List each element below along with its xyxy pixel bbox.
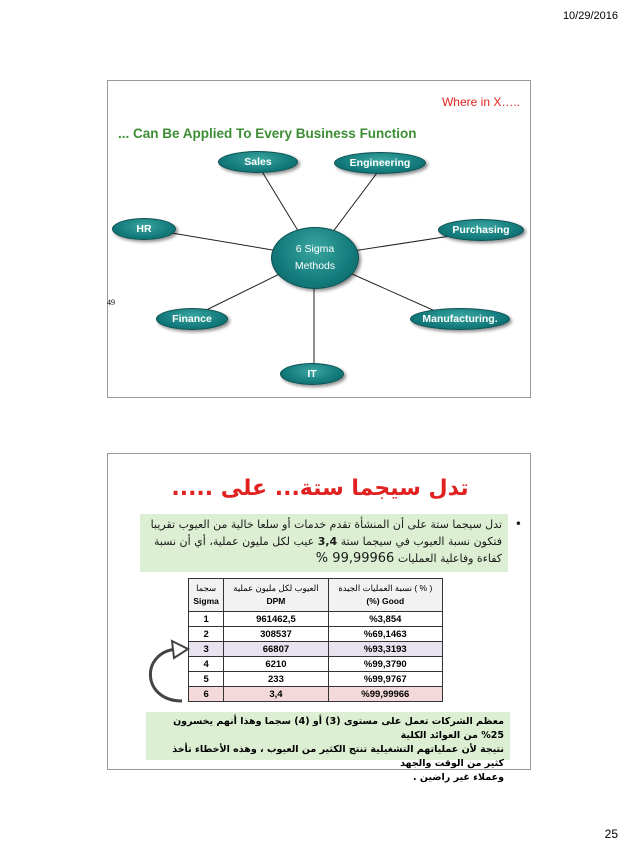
table-row: 4 6210 %99,3790 [189,657,443,672]
slide-number: 49 [107,298,115,307]
page-date: 10/29/2016 [562,10,618,22]
header-good: نسبة العمليات الجيدة ( % ) (%) Good [328,579,442,612]
efficiency-value: 99,99966 % [315,551,395,566]
slide2-title: تدل سيجما ستة... على ..... [171,476,469,501]
node-it: IT [280,363,344,385]
table-row: 1 961462,5 %3,854 [189,612,443,627]
center-line1: 6 Sigma [295,243,335,255]
table-header-row [189,579,443,612]
page-number: 25 [604,827,618,841]
node-purchasing: Purchasing [438,219,524,241]
bullet-line3: كفاءة وفاعلية العمليات 99,99966 % [315,551,502,566]
node-engineering: Engineering [334,152,426,174]
note-line1: معظم الشركات تعمل على مستوى (3) أو (4) سجما وهذا أنهم يخسرون 25% من العوائد الكلية [173,716,504,741]
note-line2: نتيجة لأن عملياتهم التشغيلية تنتج الكثير من العيوب ، وهذه الأخطاء تأخذ كثير من الوقت والجهد [172,744,504,769]
defects-value: 3,4 [317,535,338,548]
node-hr: HR [112,218,176,240]
node-finance: Finance [156,308,228,330]
note-box [146,712,510,783]
header-dpm: العيوب لكل مليون عملية DPM [224,579,328,612]
table-row-highlight-3: 3 66807 %93,3193 [189,642,443,657]
node-manufacturing: Manufacturing. [410,308,510,330]
header-sigma: سجما Sigma [189,579,224,612]
bullet-dot-icon: • [514,517,522,531]
sigma-table [188,578,443,702]
node-sales: Sales [218,151,298,173]
note-line3: وعملاء غير راضين . [413,772,504,783]
bullet-text [140,514,522,572]
table-row-highlight-6: 6 3,4 %99,99966 [189,687,443,702]
table-row: 5 233 %99,9767 [189,672,443,687]
bullet-line1: تدل سيجما ستة على أن المنشأة تقدم خدمات أو سلعا خالية من العيوب تقريبا [150,518,502,531]
slide-six-sigma-functions [107,80,531,398]
center-line2: Methods [294,260,336,272]
slide-six-sigma-table [107,453,531,783]
where-in-x-text: Where in X….. [441,95,520,109]
table-row: 2 308537 %69,1463 [189,627,443,642]
slide-title: ... Can Be Applied To Every Business Function [118,126,417,141]
curved-arrow-icon [136,639,194,709]
bullet-line2: فتكون نسبة العيوب في سيجما ستة 3,4 عيب لكل مليون عملية، أي أن نسبة [153,535,502,548]
node-six-sigma-methods [271,227,359,289]
